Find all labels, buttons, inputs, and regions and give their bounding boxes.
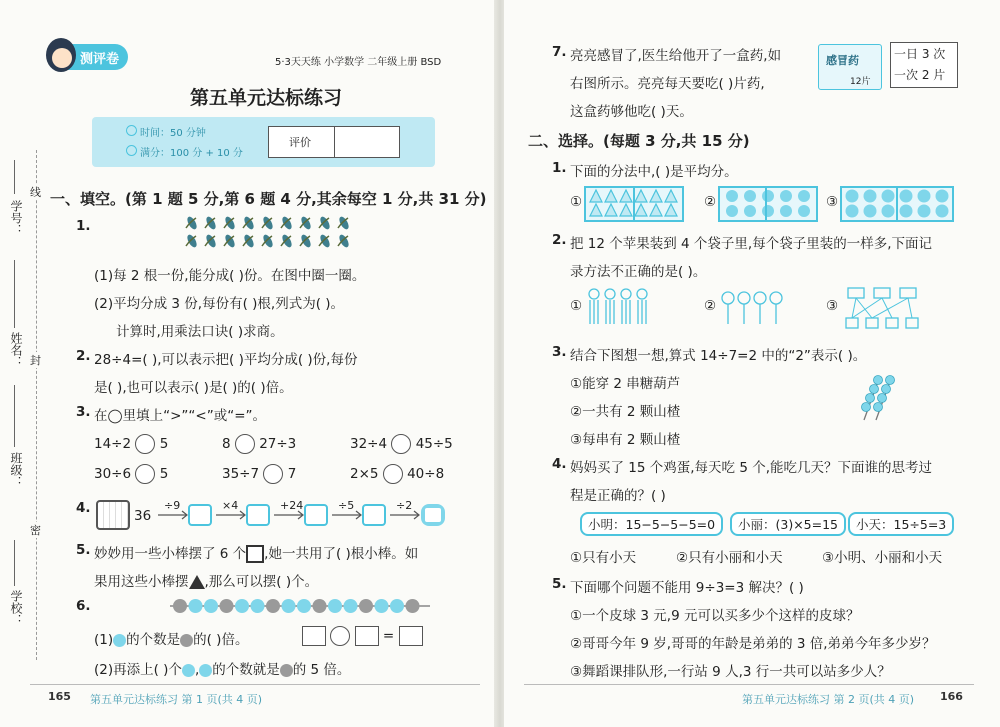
q5-text-b2: ,那么可以摆( )个。	[204, 574, 319, 590]
q5-text-a: 妙妙用一些小棒摆了 6 个	[94, 546, 247, 562]
c5-opt3[interactable]: ③舞蹈课排队形,一行站 9 人,3 行一共可以站多少人？	[570, 664, 891, 680]
record-diagram-icon	[586, 288, 658, 328]
corn-icon	[280, 233, 293, 249]
circle-icon	[744, 190, 756, 202]
answer-circle[interactable]	[330, 626, 350, 646]
c1-opt3-circles	[840, 186, 954, 222]
q3-item-right: 5	[159, 436, 169, 452]
c3-number: 3.	[552, 344, 567, 360]
right-page	[504, 0, 1000, 727]
triangle-icon	[590, 190, 602, 202]
circle-icon	[882, 190, 895, 203]
gray-bead-icon	[266, 599, 280, 613]
footer-rule	[30, 684, 480, 685]
haw-berry-icon	[886, 376, 895, 385]
q7-line1: 亮亮感冒了,医生给他开了一盒药,如	[570, 48, 782, 64]
side-mark-xian: 线	[30, 186, 41, 199]
check-icon	[126, 145, 137, 156]
blue-bead-icon	[199, 664, 212, 677]
corn-icon	[261, 233, 274, 249]
circle-icon	[900, 190, 913, 203]
side-line-xuehao	[14, 160, 15, 194]
q6-part1	[94, 628, 248, 648]
c4-line1: 妈妈买了 15 个鸡蛋,每天吃 5 个,能吃几天？下面谁的思考过	[570, 460, 933, 476]
c5-number: 5.	[552, 576, 567, 592]
gray-bead-icon	[280, 664, 293, 677]
c1-number: 1.	[552, 160, 567, 176]
c4-xiaotian-pill: 小天：15÷5=3	[848, 512, 954, 536]
bag-icon	[886, 318, 898, 328]
q5-number: 5.	[76, 542, 91, 558]
gray-bead-icon	[359, 599, 373, 613]
circle-icon	[780, 205, 792, 217]
q3-item-right: 27÷3	[259, 436, 297, 452]
c4-opt3[interactable]: ③小明、小丽和小天	[822, 550, 943, 566]
blue-bead-icon	[344, 599, 358, 613]
time-label: 时间：50 分钟	[140, 128, 206, 139]
bead-string	[170, 596, 430, 616]
circle-icon	[798, 205, 810, 217]
circle-icon	[936, 205, 949, 218]
corn-icon	[261, 215, 274, 231]
q3-item-3	[350, 434, 453, 454]
apple-group-icon	[900, 288, 916, 298]
c1-opt2-circles	[718, 186, 818, 222]
left-page	[0, 0, 496, 727]
blue-bead-icon	[251, 599, 265, 613]
q3-item-left: 2×5	[350, 466, 379, 482]
compare-circle[interactable]	[263, 464, 283, 484]
medicine-count: 12片	[850, 77, 871, 87]
haw-berry-icon	[870, 385, 879, 394]
bag-circle-icon	[605, 289, 615, 299]
q2-line1: 28÷4=( ),可以表示把( )平均分成( )份,每份	[94, 352, 358, 368]
triangle-icons	[586, 188, 682, 220]
haw-berry-icon	[878, 394, 887, 403]
q3-item-5	[222, 464, 296, 484]
c3-opt3[interactable]: ③每串有 2 颗山楂	[570, 432, 681, 448]
compare-circle[interactable]	[135, 434, 155, 454]
q3-item-4	[94, 464, 168, 484]
circle-icon	[798, 190, 810, 202]
score-label: 满分：100 分 + 10 分	[140, 148, 243, 159]
c2-opt3-diagram	[842, 286, 924, 330]
blue-bead-icon	[235, 599, 249, 613]
corn-picture	[180, 212, 360, 252]
circle-icon	[846, 190, 859, 203]
triangle-stick-icon	[189, 575, 205, 589]
q4-arrow-chain	[156, 498, 466, 532]
c4-number: 4.	[552, 456, 567, 472]
bead-icons	[170, 596, 430, 616]
circle-icon	[726, 190, 738, 202]
q6-text-a3: 的( )倍。	[193, 632, 249, 648]
q3-item-left: 32÷4	[350, 436, 388, 452]
circle-icon	[762, 205, 774, 217]
blue-bead-icon	[182, 664, 195, 677]
bag-circle-icon	[754, 292, 766, 304]
q6-part2	[94, 658, 350, 678]
q4-number: 4.	[76, 500, 91, 516]
link-line	[852, 298, 856, 318]
drum-icon	[96, 500, 130, 530]
blue-bead-icon	[375, 599, 389, 613]
q2-line2: 是( ),也可以表示( )是( )的( )倍。	[94, 380, 293, 396]
q3-item-left: 35÷7	[222, 466, 260, 482]
blue-bead-icon	[297, 599, 311, 613]
side-label-xingming: 姓名：	[9, 332, 23, 368]
c2-opt2-diagram	[720, 288, 792, 328]
q5-line2	[94, 570, 318, 590]
q5-line1	[94, 542, 418, 563]
side-line-banji	[14, 385, 15, 447]
link-line	[908, 298, 912, 318]
answer-box[interactable]	[305, 505, 327, 525]
q6-text-a2: 的个数是	[126, 632, 181, 648]
corn-icon	[318, 215, 331, 231]
q1-part2: (2)平均分成 3 份,每份有( )根,列式为( )。	[94, 296, 345, 312]
haw-berry-icon	[862, 403, 871, 412]
q3-text: 在◯里填上“>”“<”或“=”。	[94, 408, 267, 424]
c3-opt2[interactable]: ②一共有 2 颗山楂	[570, 404, 681, 420]
answer-box[interactable]	[302, 626, 326, 646]
corn-icon	[337, 233, 350, 249]
corn-icon	[242, 233, 255, 249]
compare-circle[interactable]	[391, 434, 411, 454]
q3-item-right: 7	[287, 466, 297, 482]
eval-label: 评价	[289, 136, 311, 149]
q3-item-6	[350, 464, 444, 484]
footer-text: 第五单元达标练习 第 2 页(共 4 页)	[742, 693, 915, 706]
apple-group-icon	[848, 288, 864, 298]
bag-icon	[846, 318, 858, 328]
flower-center	[425, 508, 441, 522]
compare-circle[interactable]	[235, 434, 255, 454]
dose-line2: 一次 2 片	[894, 68, 946, 82]
operation-label: ÷2	[396, 499, 413, 512]
gray-bead-icon	[180, 634, 193, 647]
q6-text-b2: ,	[194, 662, 200, 678]
c2-opt1-diagram	[586, 288, 658, 328]
c5-text: 下面哪个问题不能用 9÷3=3 解决？( )	[570, 580, 804, 596]
square-stick-icon	[246, 545, 264, 563]
blue-bead-icon	[113, 634, 126, 647]
clock-icon	[126, 125, 137, 136]
circle-icon	[744, 205, 756, 217]
c4-xiaoming-pill: 小明：15−5−5−5=0	[580, 512, 723, 536]
circle-icon	[882, 205, 895, 218]
triangle-icon	[620, 204, 632, 216]
binding-line	[36, 150, 37, 660]
triangle-icon	[650, 204, 662, 216]
c4-line2: 程是正确的？( )	[570, 488, 666, 504]
side-line-xingming	[14, 260, 15, 328]
answer-box[interactable]	[363, 505, 385, 525]
circle-icon	[918, 190, 931, 203]
c1-text: 下面的分法中,( )是平均分。	[570, 164, 738, 180]
q3-number: 3.	[76, 404, 91, 420]
bag-icon	[906, 318, 918, 328]
answer-box[interactable]	[189, 505, 211, 525]
apple-group-icon	[874, 288, 890, 298]
haw-berry-icon	[882, 385, 891, 394]
q1-number: 1.	[76, 218, 91, 234]
triangle-icon	[605, 204, 617, 216]
triangle-icon	[605, 190, 617, 202]
bag-circle-icon	[738, 292, 750, 304]
corn-icon	[185, 233, 198, 249]
circle-icons	[842, 188, 952, 220]
record-diagram-icon	[842, 286, 924, 330]
q6-text-b: (2)再添上( )个	[94, 662, 182, 678]
q6-text-a: (1)	[94, 632, 114, 648]
medicine-name: 感冒药	[826, 54, 859, 67]
triangle-icon	[665, 204, 677, 216]
q5-text-b: 果用这些小棒摆	[94, 574, 189, 590]
q7-line2: 右图所示。亮亮每天要吃( )片药,	[570, 76, 765, 92]
bag-circle-icon	[621, 289, 631, 299]
q1-part3: 计算时,用乘法口诀( )求商。	[116, 324, 284, 340]
header-info: 5·3天天练 小学数学 二年级上册 BSD	[275, 57, 442, 68]
c2-number: 2.	[552, 232, 567, 248]
q6-number: 6.	[76, 598, 91, 614]
page-title: 第五单元达标练习	[190, 87, 343, 109]
mascot-face-icon	[52, 48, 72, 68]
c1-opt1-triangles	[584, 186, 684, 222]
corn-icon	[337, 215, 350, 231]
operation-label: ÷5	[338, 499, 355, 512]
bag-circle-icon	[722, 292, 734, 304]
corn-icon	[299, 233, 312, 249]
compare-circle[interactable]	[135, 464, 155, 484]
corn-icon	[223, 215, 236, 231]
q4-chain	[156, 498, 466, 532]
q3-item-left: 14÷2	[94, 436, 132, 452]
triangle-icon	[635, 190, 647, 202]
compare-circle[interactable]	[383, 464, 403, 484]
eval-score-cell[interactable]	[336, 127, 397, 157]
circle-icon	[936, 190, 949, 203]
q7-number: 7.	[552, 44, 567, 60]
answer-box[interactable]	[247, 505, 269, 525]
q7-line3: 这盒药够他吃( )天。	[570, 104, 693, 120]
section2-title: 二、选择。(每题 3 分,共 15 分)	[528, 132, 750, 150]
c4-opt2[interactable]: ②只有小丽和小天	[676, 550, 783, 566]
c1-opt3-label[interactable]: ③	[826, 194, 839, 210]
c2-line1: 把 12 个苹果装到 4 个袋子里,每个袋子里装的一样多,下面记	[570, 236, 933, 252]
footer-rule	[524, 684, 974, 685]
c3-opt1[interactable]: ①能穿 2 串糖葫芦	[570, 376, 681, 392]
circle-icon	[780, 190, 792, 202]
circle-icons	[720, 188, 816, 220]
candied-haws-icon	[856, 372, 896, 422]
q3-item-right: 45÷5	[415, 436, 453, 452]
bag-icon	[866, 318, 878, 328]
c2-line2: 录方法不正确的是( )。	[570, 264, 707, 280]
blue-bead-icon	[189, 599, 203, 613]
side-mark-feng: 封	[30, 354, 41, 367]
c1-opt2-label[interactable]: ②	[704, 194, 717, 210]
side-label-xuexiao: 学校：	[9, 590, 23, 626]
footer-page-number: 166	[940, 690, 963, 703]
q1-part1: (1)每 2 根一份,能分成( )份。在图中圈一圈。	[94, 268, 366, 284]
section1-title: 一、填空。(第 1 题 5 分,第 6 题 4 分,其余每空 1 分,共 31 分)	[50, 190, 487, 208]
bag-circle-icon	[589, 289, 599, 299]
side-line-xuexiao	[14, 540, 15, 586]
circle-icon	[864, 190, 877, 203]
answer-box[interactable]	[355, 626, 379, 646]
c5-opt2[interactable]: ②哥哥今年 9 岁,哥哥的年龄是弟弟的 3 倍,弟弟今年多少岁？	[570, 636, 936, 652]
blue-bead-icon	[390, 599, 404, 613]
q3-item-1	[94, 434, 168, 454]
circle-icon	[846, 205, 859, 218]
blue-bead-icon	[204, 599, 218, 613]
side-label-banji: 班级：	[9, 452, 23, 488]
haw-berry-icon	[866, 394, 875, 403]
circle-icon	[864, 205, 877, 218]
corn-icon	[299, 215, 312, 231]
gray-bead-icon	[220, 599, 234, 613]
eval-divider	[334, 126, 335, 158]
blue-bead-icon	[282, 599, 296, 613]
answer-box[interactable]	[399, 626, 423, 646]
c2-opt3-label[interactable]: ③	[826, 298, 839, 314]
q3-item-left: 8	[222, 436, 231, 452]
triangle-icon	[665, 190, 677, 202]
haw-berry-icon	[874, 403, 883, 412]
corn-icon	[204, 233, 217, 249]
footer-text: 第五单元达标练习 第 1 页(共 4 页)	[90, 693, 263, 706]
gray-bead-icon	[406, 599, 420, 613]
triangle-icon	[590, 204, 602, 216]
corn-icon	[185, 215, 198, 231]
operation-label: ×4	[222, 499, 239, 512]
corn-icon	[223, 233, 236, 249]
gray-bead-icon	[313, 599, 327, 613]
corn-icon	[242, 215, 255, 231]
operation-label: +24	[280, 499, 304, 512]
circle-icon	[918, 205, 931, 218]
side-mark-mi: 密	[30, 524, 41, 537]
tanghulu-icon	[856, 372, 896, 422]
operation-label: ÷9	[164, 499, 181, 512]
q3-item-right: 5	[159, 466, 169, 482]
q3-item-2	[222, 434, 296, 454]
q6-equation	[302, 626, 423, 646]
corn-icons	[180, 212, 360, 252]
circle-icon	[762, 190, 774, 202]
c3-text: 结合下图想一想,算式 14÷7=2 中的“2”表示( )。	[570, 348, 867, 364]
bag-circle-icon	[770, 292, 782, 304]
q3-item-left: 30÷6	[94, 466, 132, 482]
equals-sign: =	[382, 628, 395, 644]
blue-bead-icon	[328, 599, 342, 613]
c5-opt1[interactable]: ①一个皮球 3 元,9 元可以买多少个这样的皮球？	[570, 608, 860, 624]
corn-icon	[318, 233, 331, 249]
gray-bead-icon	[173, 599, 187, 613]
haw-berry-icon	[874, 376, 883, 385]
corn-icon	[280, 215, 293, 231]
c1-opt1-label[interactable]: ①	[570, 194, 583, 210]
c4-xiaoli-pill: 小丽：(3)×5=15	[730, 512, 846, 536]
dose-line1: 一日 3 次	[894, 47, 946, 61]
q3-item-right: 40÷8	[407, 466, 445, 482]
triangle-icon	[635, 204, 647, 216]
corn-icon	[204, 215, 217, 231]
c2-opt2-label[interactable]: ②	[704, 298, 717, 314]
badge-text: 测评卷	[80, 52, 120, 67]
triangle-icon	[620, 190, 632, 202]
q2-number: 2.	[76, 348, 91, 364]
q4-start-value: 36	[134, 508, 152, 524]
triangle-icon	[650, 190, 662, 202]
circle-icon	[900, 205, 913, 218]
footer-page-number: 165	[48, 690, 71, 703]
record-diagram-icon	[720, 288, 792, 328]
q6-text-b3: 的个数就是	[212, 662, 280, 678]
link-line	[856, 298, 872, 318]
q5-text-a2: ,她一共用了( )根小棒。如	[264, 546, 419, 562]
c4-opt1[interactable]: ①只有小天	[570, 550, 637, 566]
c2-opt1-label[interactable]: ①	[570, 298, 583, 314]
q6-text-b4: 的 5 倍。	[292, 662, 351, 678]
side-label-xuehao: 学号：	[9, 200, 23, 236]
bag-circle-icon	[637, 289, 647, 299]
circle-icon	[726, 205, 738, 217]
